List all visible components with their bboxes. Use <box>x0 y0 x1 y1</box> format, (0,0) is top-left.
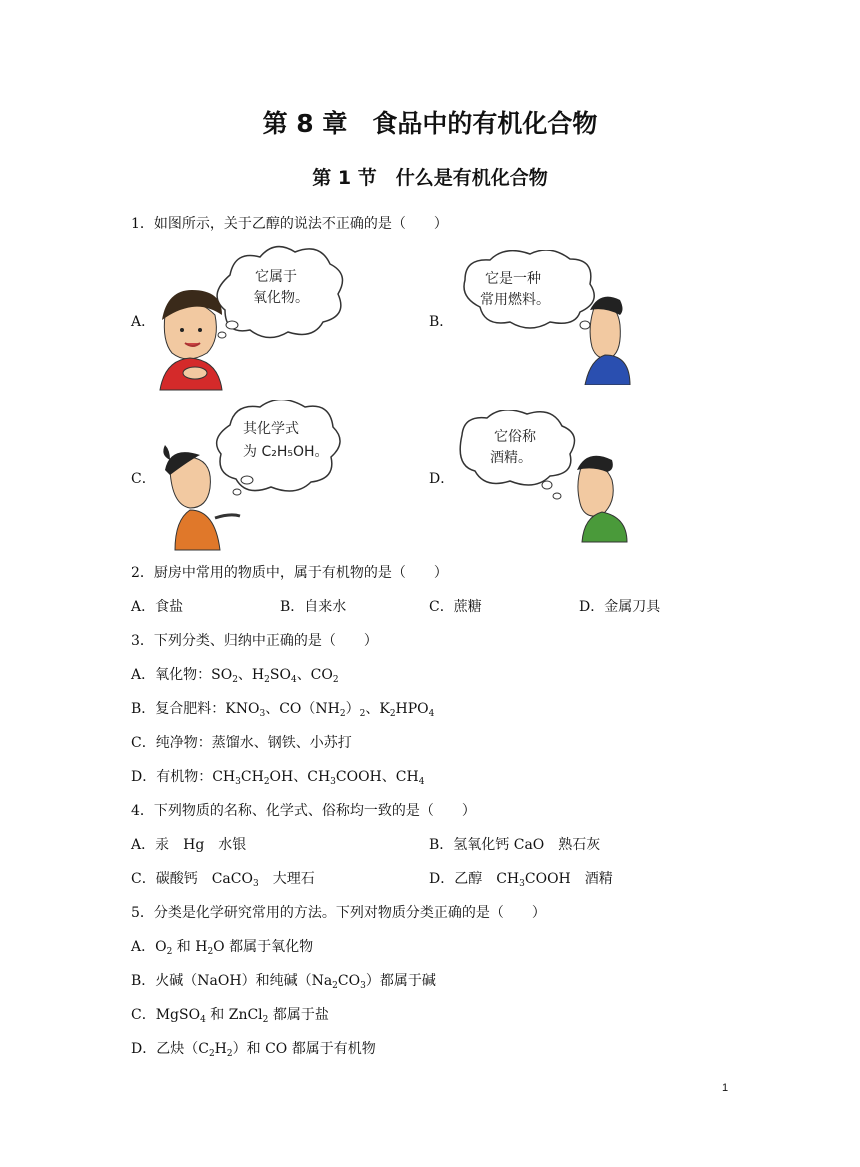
q4-option-d: D．乙醇 $CH_3COOH$ 酒精 <box>429 871 613 889</box>
q3-stem: 3．下列分类、归纳中正确的是（ ） <box>131 633 378 649</box>
q1-option-a-letter: A． <box>131 314 156 330</box>
q1-option-c-letter: C． <box>131 471 156 487</box>
q2-option-d: D．金属刀具 <box>579 599 661 615</box>
q1-figure-d <box>452 410 642 545</box>
bubble-line-1: 它属于 <box>255 269 297 285</box>
boy-green-illustration <box>577 456 627 542</box>
q2-stem: 2．厨房中常用的物质中，属于有机物的是（ ） <box>131 565 448 581</box>
q1-option-b-letter: B． <box>429 314 454 330</box>
q5-option-c: C．MgSO$_4$ 和 ZnCl$_2$ 都属于盐 <box>131 1007 329 1025</box>
chapter-title: 第 8 章 食品中的有机化合物 <box>262 109 598 138</box>
q5-stem: 5．分类是化学研究常用的方法。下列对物质分类正确的是（ ） <box>131 905 546 921</box>
bubble-line-1: 其化学式 <box>243 421 299 437</box>
q5-option-d: D．乙炔$(C_2H_2)$和 CO 都属于有机物 <box>131 1041 376 1059</box>
bubble-line-2: 为 C₂H₅OH。 <box>243 444 329 460</box>
q2-option-c: C．蔗糖 <box>429 599 482 615</box>
man-illustration <box>585 297 630 385</box>
q2-option-b: B．自来水 <box>280 599 347 615</box>
q1-figure-a <box>150 245 350 395</box>
page-number: 1 <box>722 1082 729 1094</box>
bubble-line-2: 常用燃料。 <box>480 292 550 308</box>
q1-stem: 1．如图所示，关于乙醇的说法不正确的是（ ） <box>131 216 448 232</box>
q4-option-a: A．汞 Hg 水银 <box>131 837 247 853</box>
q4-stem: 4．下列物质的名称、化学式、俗称均一致的是（ ） <box>131 803 476 819</box>
q3-option-d: D．有机物：$CH_3CH_2OH$、$CH_3COOH$、$CH_4$ <box>131 769 425 787</box>
q3-option-a: A．氧化物：$SO_2$、$H_2SO_4$、$CO_2$ <box>131 667 339 685</box>
bubble-line-2: 氧化物。 <box>253 290 309 306</box>
q2-option-a: A．食盐 <box>131 599 184 615</box>
boy-illustration <box>160 290 222 390</box>
q5-option-b: B．火碱（NaOH）和纯碱$(Na_2CO_3)$都属于碱 <box>131 973 436 991</box>
q1-option-d-letter: D． <box>429 471 455 487</box>
bubble-line-2: 酒精。 <box>490 450 532 466</box>
section-title: 第 1 节 什么是有机化合物 <box>312 167 548 189</box>
q4-option-c: C．碳酸钙 CaCO$_3$ 大理石 <box>131 871 315 889</box>
q4-option-b: B．氢氧化钙 CaO 熟石灰 <box>429 837 601 853</box>
bubble-line-1: 它是一种 <box>485 271 541 287</box>
q1-figure-c <box>155 400 355 555</box>
q5-option-a: A．$O_2$ 和 $H_2O$ 都属于氧化物 <box>131 939 314 957</box>
bubble-line-1: 它俗称 <box>494 429 536 445</box>
q3-option-b: B．复合肥料：$KNO_3$、$CO(NH_2)_2$、$K_2HPO_4$ <box>131 701 435 719</box>
q1-figure-b <box>455 250 645 385</box>
q3-option-c: C．纯净物：蒸馏水、钢铁、小苏打 <box>131 735 352 751</box>
